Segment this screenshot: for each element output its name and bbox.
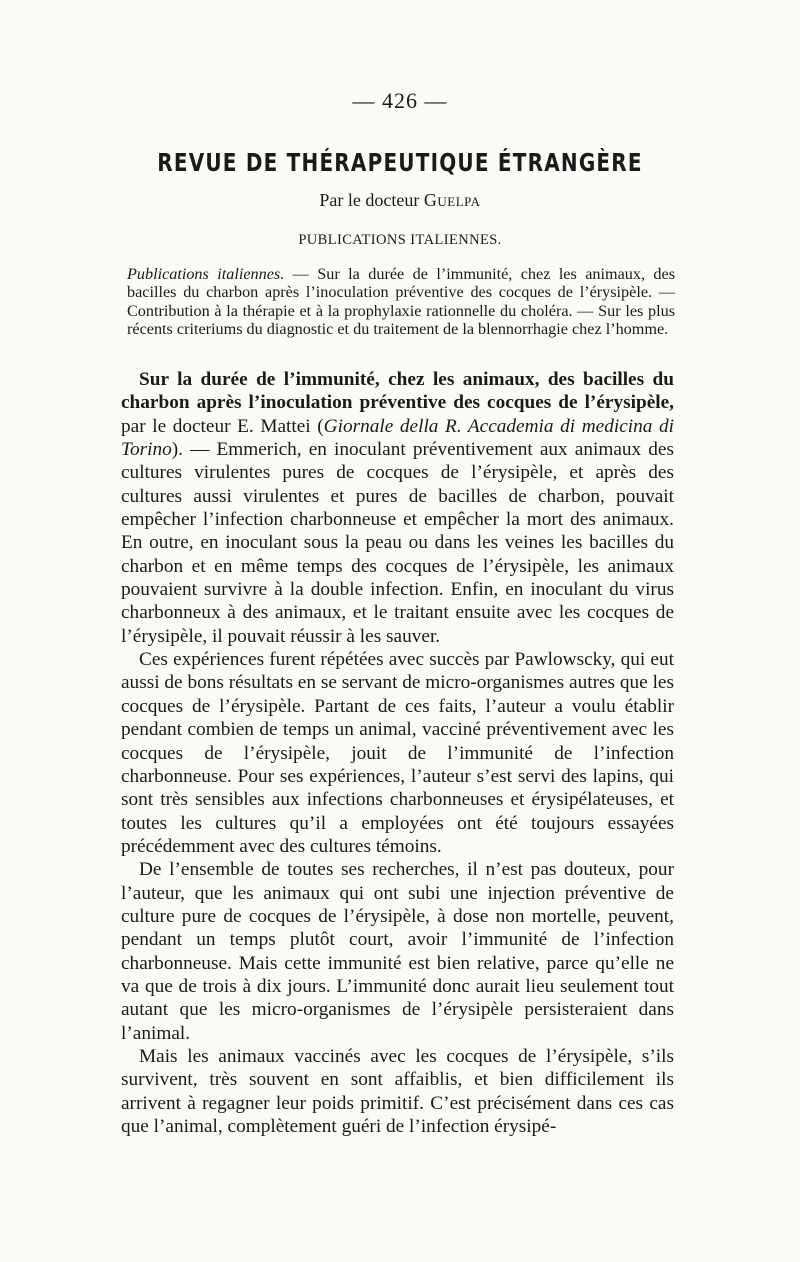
summary-lead: Publications italiennes. [127,265,285,283]
page-number: — 426 — [352,88,448,113]
summary-body: — Sur la durée de l’immunité, chez les animaux, des bacilles du charbon après l’inoculation préventive des cocques de l’érysipèle. — Contribution à la thérapie et à la prophylaxie rationnelle du choléra. — Sur les plus récents criteriums du diagnostic et du traitement de la blennorrhagie chez l’homme. [127,265,675,338]
article-paragraph-2: Ces expériences furent répétées avec succès par Pawlowscky, qui eut aussi de bons résultats en se servant de micro-organismes autres que les cocques de l’érysipèle. Partant de ces faits, l’auteur a voulu établir pendant combien de temps un animal, vacciné préventivement avec les cocques de l’érysipèle, jouit de l’immunité de l’infection charbonneuse. Pour ses expériences, l’auteur s’est servi des lapins, qui sont très sensibles aux infections charbonneuses et érysipélateuses, et toutes les cultures qu’il a employées ont été toujours essayées précédemment avec des cultures témoins. [121,649,674,857]
journal-title: REVUE DE THÉRAPEUTIQUE ÉTRANGÈRE [157,148,643,177]
byline [0,190,800,211]
summary-paragraph [127,265,675,338]
article-body [121,368,674,1138]
section-heading: PUBLICATIONS ITALIENNES. [298,232,502,248]
article-paragraph-1-body: ). — Emmerich, en inoculant préventivement aux animaux des cultures virulentes pures de cocques de l’érysipèle, et après des cultures aussi virulentes et pures de bacilles de charbon, pouvait empêcher l’infection charbonneuse et empêcher la mort des animaux. En outre, en inoculant sous la peau ou dans les veines les bacilles du charbon et en même temps des cocques de l’érysipèle, les animaux pouvaient survivre à la double infection. Enfin, en inoculant du virus charbonneux à des animaux, et le traitant ensuite avec les cocques de l’érysipèle, il pouvait réussir à les sauver. [121,439,674,647]
article-author-intro: par le docteur E. Mattei ( [121,415,324,437]
byline-prefix: Par le docteur [319,190,424,210]
article-paragraph-4: Mais les animaux vaccinés avec les cocques de l’érysipèle, s’ils survivent, très souvent en sont affaiblis, et bien difficilement ils arrivent à regagner leur poids primitif. C’est précisément dans ces cas que l’animal, complètement guéri de l’infection érysipé- [121,1045,674,1137]
article-source: Giornale della R. Accademia di medicina di Torino [121,415,674,461]
article-paragraph-3: De l’ensemble de toutes ses recherches, il n’est pas douteux, pour l’auteur, que les animaux qui ont subi une injection préventive de culture pure de cocques de l’érysipèle, à dose non mortelle, peuvent, pendant un temps plutôt court, avoir l’immunité de l’infection charbonneuse. Mais cette immunité est bien relative, parce qu’elle ne va que de trois à dix jours. L’immunité donc aurait lieu seulement tout autant que les micro-organismes de l’érysipèle persisteraient dans l’animal. [121,859,674,1044]
article-paragraph-1 [121,368,674,648]
article-title: Sur la durée de l’immunité, chez les animaux, des bacilles du charbon après l’inoculation préventive des cocques de l’érysipèle, [121,369,674,414]
byline-author: Guelpa [423,190,481,210]
